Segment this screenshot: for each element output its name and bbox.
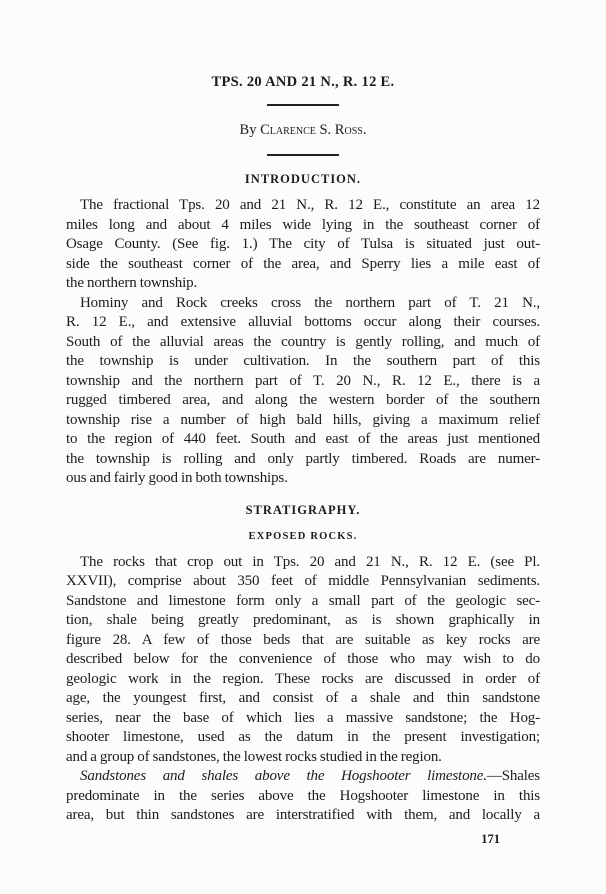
byline [66,120,540,140]
text-line: tion, shale being greatly predominant, as is shown graphically in [66,612,540,628]
text-line: side the southeast corner of the area, and Sperry lies a mile east of [66,255,540,272]
text-line: ous and fairly good in both townships. [66,470,288,486]
text-line: to the region of 440 feet. South and east of the areas just mentioned [66,431,540,447]
text-line: shooter limestone, used as the datum in the present investigation; [66,729,540,745]
author-name: Clarence S. Ross. [260,122,367,138]
text-run: —Shales [486,768,540,784]
text-line: the township is under cultivation. In the southern part of this [66,353,540,369]
text-line: series, near the base of which lies a massive sandstone; the Hog- [66,709,540,726]
text-line: township rise a number of high bald hills, giving a maximum relief [66,411,540,428]
text-line: and a group of sandstones, the lowest rocks studied in the region. [66,748,442,765]
text-line: South of the alluvial areas the country is gently rolling, and much of [66,333,540,350]
page-title: TPS. 20 AND 21 N., R. 12 E. [211,74,395,90]
stratigraphy-paragraph-1 [66,553,540,768]
section-heading-introduction: INTRODUCTION. [244,172,362,186]
byline-rule [267,154,339,156]
text-line: the township is rolling and only partly timbered. Roads are numer- [66,450,540,467]
intro-paragraph-2 [66,294,540,489]
stratigraphy-paragraph-2 [66,767,540,826]
byline-prefix: By [239,122,257,138]
text-line: predominate in the series above the Hogshooter limestone in this [66,787,540,804]
text-line: geologic work in the region. These rocks are discussed in order of [66,670,540,687]
text-line: figure 28. A few of those beds that are suitable as key rocks are [66,631,540,648]
text-line: the northern township. [66,275,198,291]
intro-paragraph-1 [66,196,540,294]
text-line: XXVII), comprise about 350 feet of middle Pennsylvanian sediments. [66,573,540,589]
text-line: township and the northern part of T. 20 N., R. 12 E., there is a [66,372,540,389]
text-line: rugged timbered area, and along the western border of the southern [66,392,540,408]
text-line: Osage County. (See fig. 1.) The city of Tulsa is situated just out- [66,236,540,252]
text-line: Hominy and Rock creeks cross the northern part of T. 21 N., [80,294,540,311]
text-line: R. 12 E., and extensive alluvial bottoms occur along their courses. [66,314,540,330]
page-number: 171 [481,831,500,846]
text-line [66,767,540,787]
text-line: age, the youngest first, and consist of a shale and thin sandstone [66,690,540,706]
text-line: area, but thin sandstones are interstratified with them, and locally a [66,807,540,823]
text-line: The fractional Tps. 20 and 21 N., R. 12 E., constitute an area 12 [80,197,540,213]
text-line: miles long and about 4 miles wide lying in the southeast corner of [66,216,540,233]
section-heading-stratigraphy: STRATIGRAPHY. [245,502,361,517]
italic-run-in-heading: Sandstones and shales above the Hogshooter limestone. [80,768,487,784]
text-line: Sandstone and limestone form only a small part of the geologic sec- [66,592,540,609]
title-rule [267,104,339,106]
text-line: The rocks that crop out in Tps. 20 and 21 N., R. 12 E. (see Pl. [80,553,540,570]
text-line: described below for the convenience of those who may wish to do [66,651,540,667]
subsection-heading-exposed-rocks: EXPOSED ROCKS. [248,530,358,542]
